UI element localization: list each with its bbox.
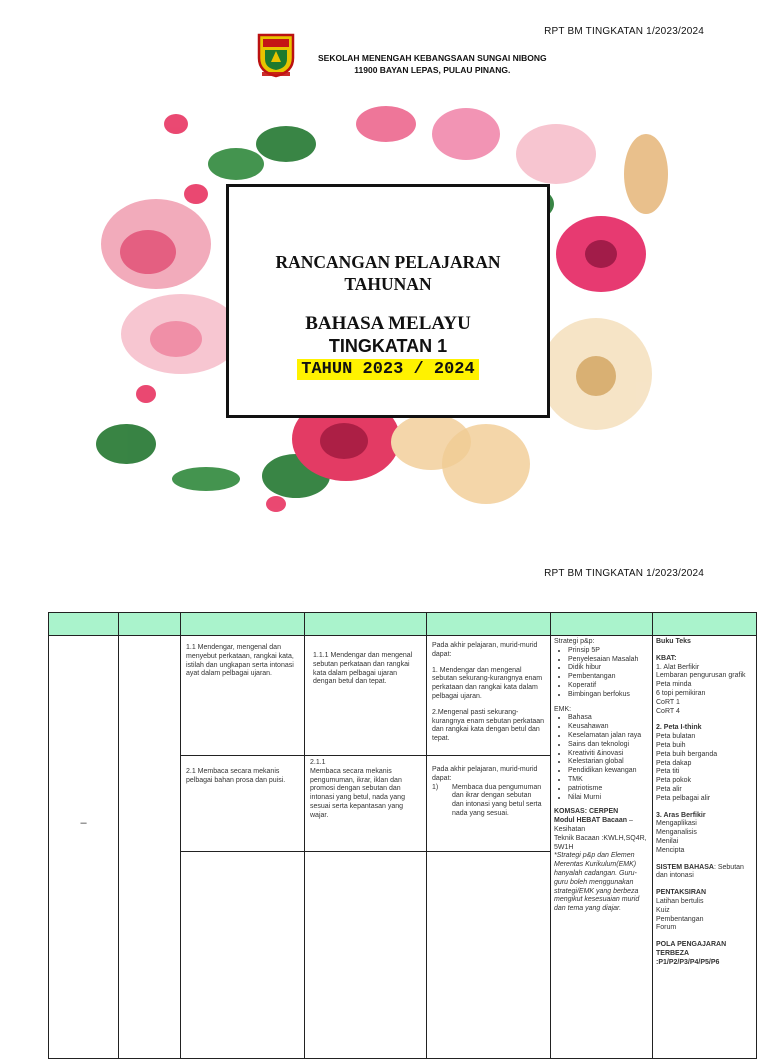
list-item: • Sains dan teknologi	[568, 741, 649, 750]
list-item: • Koperatif	[568, 682, 649, 691]
objektif-cell	[427, 636, 551, 1059]
sistem-bahasa-heading: SISTEM BAHASA	[656, 863, 714, 871]
list-item: CoRT 4	[656, 707, 680, 715]
list-item: • Pembentangan	[568, 673, 649, 682]
kbat-heading: KBAT:	[656, 654, 677, 662]
list-item: 1. Alat Berfikir	[656, 663, 700, 671]
school-address-line: 11900 BAYAN LEPAS, PULAU PINANG.	[354, 65, 511, 75]
teknik-bacaan: Teknik Bacaan :KWLH,SQ4R, 5W1H	[554, 834, 647, 851]
bbm-cell	[653, 636, 757, 1059]
list-item: Latihan bertulis	[656, 897, 704, 905]
modul-label: Modul HEBAT Bacaan	[554, 817, 627, 825]
list-item: Peta titi	[656, 768, 680, 776]
std-pembelajaran-2: Membaca secara mekanis pengumuman, ikrar, iklan dan promosi dengan sebutan dan intonasi yang betul, nada yang sesuai serta kepantasan yang wajar.	[310, 767, 405, 819]
objektif-intro-1: Pada akhir pelajaran, murid-murid dapat:	[432, 642, 538, 658]
title-line-1: RANCANGAN PELAJARAN	[275, 252, 501, 272]
list-item: • patriotisme	[568, 785, 649, 794]
header-cell	[49, 613, 119, 636]
rpt-table	[48, 612, 757, 1059]
std-pembelajaran-cell	[305, 636, 427, 1059]
school-name	[318, 52, 547, 76]
title-line-2: TAHUNAN	[344, 274, 432, 294]
list-item: • Keusahawan	[568, 723, 649, 732]
header-reference: RPT BM TINGKATAN 1/2023/2024	[544, 26, 704, 37]
list-item: Menganalisis	[656, 829, 697, 837]
header-cell	[653, 613, 757, 636]
buku-teks-label: Buku Teks	[656, 638, 691, 645]
list-item: Mencipta	[656, 846, 685, 854]
emk-heading: EMK:	[554, 705, 572, 713]
list-item: • Penyelesaian Masalah	[568, 656, 649, 665]
std-kandungan-2: 2.1 Membaca secara mekanis pelbagai bahan prosa dan puisi.	[186, 768, 286, 784]
list-item: • Didik hibur	[568, 664, 649, 673]
list-item: Peta minda	[656, 681, 692, 689]
list-item: Kuiz	[656, 906, 670, 914]
form-title: TINGKATAN 1	[328, 336, 448, 356]
objektif-number: 1)	[432, 783, 439, 791]
std-pembelajaran-code: 2.1.1	[310, 759, 326, 766]
objektif-2: 2.Mengenal pasti sekurang-kurangnya enam sebutan perkataan dan rangkai kata dengan betul dan tepat.	[432, 708, 545, 743]
week-cell: –	[49, 636, 119, 1059]
list-item: 6 topi pemikiran	[656, 689, 706, 697]
header-cell	[427, 613, 551, 636]
table-header-row	[49, 613, 757, 636]
objektif-1: 1. Mendengar dan mengenal sebutan sekurang-kurangnya enam perkataan dan rangkai kata dalam pelbagai ujaran.	[432, 666, 543, 700]
list-item: • Bimbingan berfokus	[568, 691, 649, 700]
list-item: Lembaran pengurusan grafik	[656, 672, 746, 680]
list-item: Mengaplikasi	[656, 820, 697, 828]
table-row	[49, 636, 757, 1059]
std-kandungan-1: 1.1 Mendengar, mengenal dan menyebut perkataan, rangkai kata, istilah dan ungkapan serta intonasi ayat dalam pelbagai ujaran.	[186, 644, 294, 678]
pola-heading: POLA PENGAJARAN TERBEZA	[656, 941, 727, 957]
list-item: Peta pelbagai alir	[656, 794, 711, 802]
strategi-cell	[551, 636, 653, 1059]
list-item: Peta pokok	[656, 777, 692, 785]
emk-list	[554, 714, 649, 802]
header-cell	[181, 613, 305, 636]
list-item: • Bahasa	[568, 714, 649, 723]
list-item: • Prinsip 5P	[568, 647, 649, 656]
list-item: Peta alir	[656, 785, 682, 793]
peta-heading: 2. Peta I-think	[656, 724, 702, 732]
document-title	[229, 251, 547, 295]
school-crest-icon	[256, 32, 296, 78]
strategi-note: *Strategi p&p dan Elemen Merentas Kurikulum(EMK) hanyalah cadangan. Guru-guru boleh menggunakan strategi/EMK yang berbeza mengikut kesesuaian murid dan tema yang diajar.	[554, 852, 640, 913]
list-item: Peta buih	[656, 741, 686, 749]
komsas-label: KOMSAS: CERPEN	[554, 808, 619, 816]
list-item: • TMK	[568, 776, 649, 785]
list-item: • Kreativiti &inovasi	[568, 750, 649, 759]
list-item: • Pendidikan kewangan	[568, 767, 649, 776]
theme-cell	[119, 636, 181, 1059]
objektif-intro-2: Pada akhir pelajaran, murid-murid dapat:	[432, 766, 538, 782]
list-item: Peta bulatan	[656, 733, 696, 741]
list-item: CoRT 1	[656, 698, 680, 706]
header-cell	[551, 613, 653, 636]
sistem-bahasa-text: : Sebutan dan intonasi	[656, 863, 744, 880]
cover-title-box	[226, 184, 550, 418]
list-item: • Nilai Murni	[568, 794, 649, 803]
objektif-3: Membaca dua pengumuman dan ikrar dengan sebutan dan intonasi yang betul serta nada yang sesuai.	[452, 783, 542, 817]
pentaksiran-heading: PENTAKSIRAN	[656, 889, 707, 897]
std-kandungan-cell	[181, 636, 305, 1059]
modul-text: – Kesihatan	[554, 817, 633, 833]
list-item: • Keselamatan jalan raya	[568, 732, 649, 741]
header-reference-page-2: RPT BM TINGKATAN 1/2023/2024	[544, 568, 704, 579]
strategi-list	[554, 647, 649, 700]
strategi-heading: Strategi p&p:	[554, 638, 595, 645]
list-item: • Kelestarian global	[568, 758, 649, 767]
list-item: Pembentangan	[656, 915, 704, 923]
list-item: Forum	[656, 924, 677, 932]
year-badge: TAHUN 2023 / 2024	[297, 359, 478, 380]
list-item: Peta dakap	[656, 759, 692, 767]
pola-text: :P1/P2/P3/P4/P5/P6	[656, 958, 720, 966]
std-pembelajaran-1: 1.1.1 Mendengar dan mengenal sebutan perkataan dan rangkai kata dalam pelbagai ujaran dengan betul dan tepat.	[313, 652, 413, 686]
school-name-line: SEKOLAH MENENGAH KEBANGSAAN SUNGAI NIBONG	[318, 53, 547, 63]
list-item: Peta buih berganda	[656, 750, 718, 758]
subject-title: BAHASA MELAYU	[305, 313, 471, 334]
aras-heading: 3. Aras Berfikir	[656, 811, 706, 819]
header-cell	[119, 613, 181, 636]
list-item: Menilai	[656, 837, 679, 845]
header-cell	[305, 613, 427, 636]
